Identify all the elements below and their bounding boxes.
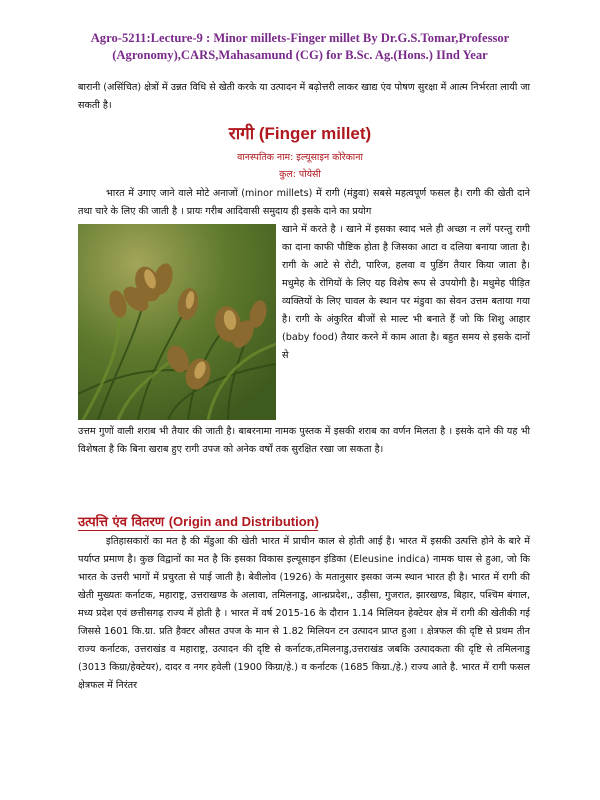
header-line-2: (Agronomy),CARS,Mahasamund (CG) for B.Sc. Ag.(Hons.) IInd Year	[112, 48, 488, 62]
intro-paragraph: बारानी (असिंचित) क्षेत्रों में उन्नत विधि से खेती करके या उत्पादन में बढ़ोत्तरी लाकर खाद्य एंव पोषण सुरक्षा में आत्म निर्भरता लायी जा सकती है।	[78, 82, 530, 111]
section-heading-english: (Origin and Distribution)	[168, 514, 319, 529]
botanical-name: वानस्पतिक नाम: इल्यूसाइन कोरेकाना	[237, 152, 363, 163]
section-heading-hindi: उत्पत्ति एंव वितरण	[78, 515, 165, 530]
finger-millet-illustration	[78, 224, 276, 420]
paragraph-2: इतिहासकारों का मत है की मँडुआ की खेती भारत में प्राचीन काल से होती आई है। भारत में इसकी उत्पत्ति होने के बारे में पर्याप्त प्रमाण है। कुछ विद्वानों का मत है कि इसका विकास इल्यूसाइन इंडिका (Eleusine indica) नामक घास से हुआ, जो कि भारत के उत्तरी भागों में प्रचुरता से पाई जाती है। बेवीलोव (1926) के मतानुसार इसका जन्म स्थान भारत ही है। भारत में रागी की खेती मुख्यतः कर्नाटक, महाराष्ट्र, उत्तराखण्ड के अलावा, तमिलनाडु, आन्ध्रप्रदेश,, उड़ीसा, गुजरात, झारखण्ड, बिहार, पश्चिम बंगाल, मध्य प्रदेश एवं छत्तीसगढ़ राज्य में होती है । भारत में वर्ष 2015-16 के दौरान 1.14 मिलियन हेक्टेयर क्षेत्र में रागी की खेतीकी गई जिससे 1601 कि.ग्रा. प्रति हैक्टर औसत उपज के मान से 1.82 मिलियन टन उत्पादन प्राप्त हुआ । क्षेत्रफल की दृष्टि से प्रथम तीन राज्य कर्नाटक, उत्तराखंड व महाराष्ट्र, उत्पादन की दृष्टि से कर्नाटक,तमिलनाडु,उत्तराखंड जबकि उत्पादकता की दृष्टि से तमिलनाडु (3013 किग्रा/हेक्टेयर), दादर व नगर हवेली (1900 किग्रा/हे.) व कर्नाटक (1685 किग्रा./हे.) राज्य आते है. भारत में रागी फसल क्षेत्रफल में निरंतर	[78, 536, 530, 691]
section-heading-origin	[78, 512, 319, 530]
document-header	[0, 30, 600, 64]
page-title: रागी (Finger millet)	[228, 124, 372, 143]
header-line-1: Agro-5211:Lecture-9 : Minor millets-Finger millet By Dr.G.S.Tomar,Professor	[90, 31, 510, 45]
family-name: कुल: पोयेसी	[279, 169, 321, 180]
paragraph-1-lead: भारत में उगाए जाने वाले मोटे अनाजों (minor millets) में रागी (मंडुवा) सबसे महत्वपूर्ण फसल है। रागी की खेती दाने तथा चारे के लिए की जाती है । प्रायः गरीब आदिवासी समुदाय ही इसके दाने का प्रयोग	[78, 188, 530, 217]
finger-millet-photo	[78, 224, 276, 420]
paragraph-1-wrap: खाने में करते है । खाने में इसका स्वाद भले ही अच्छा न लगें परन्तु रागी का दाना काफी पौष्टिक होता है जिसका आटा व दलिया बनाया जाता है। रागी के आटे से रोटी, पारिज, हलवा व पुडिंग तैयार किया जाता है। मधुमेह के रोगियों के लिए यह विशेष रूप से उपयोगी है। मधुमेह पीड़ित व्यक्तियों के लिए चावल के स्थान पर मंडुवा का सेवन उत्तम बताया गया है। रागी के अंकुरित बीजों से माल्ट भी बनाते हैं जो कि शिशु आहार (baby food) तैयार करने में काम आता है। बहुत समय से इसके दानों से	[282, 224, 530, 361]
section-underline	[78, 530, 318, 531]
paragraph-1-tail: उत्तम गुणों वाली शराब भी तैयार की जाती है। बाबरनामा नामक पुस्तक में इसकी शराब का वर्णन मिलता है । इसके दाने की यह भी विशेषता है कि बिना खराब हुए रागी उपज को अनेक वर्षों तक सुरक्षित रखा जा सकता है।	[78, 426, 530, 455]
